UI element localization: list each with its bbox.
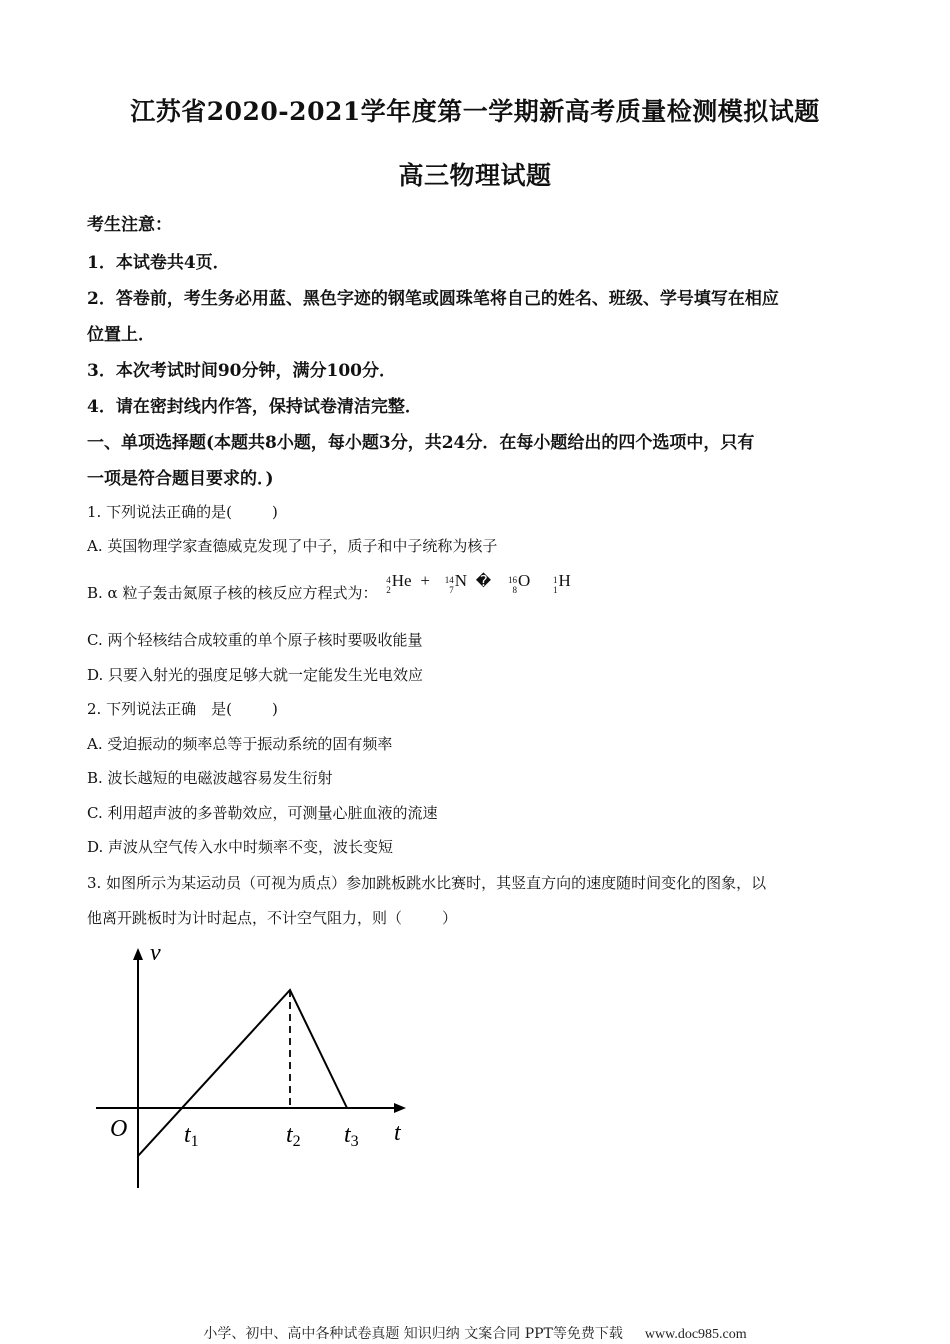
plus-sign: + bbox=[420, 571, 430, 590]
question-1-option-c: C. 两个轻核结合成较重的单个原子核时要吸收能量 bbox=[87, 631, 423, 649]
y-axis-label: v bbox=[150, 940, 161, 966]
arrow-glyph: � bbox=[475, 574, 492, 590]
notice-item-2-cont: 位置上． bbox=[87, 325, 155, 345]
notice-item-3: 3．本次考试时间90分钟，满分100分． bbox=[87, 361, 396, 381]
origin-label: O bbox=[110, 1116, 128, 1142]
t3-label: t3 bbox=[344, 1122, 359, 1150]
question-1-stem bbox=[87, 501, 870, 522]
x-axis-arrow bbox=[394, 1103, 406, 1113]
question-1-option-b bbox=[87, 571, 870, 607]
section-heading-1: 一、单项选择题(本题共8小题，每小题3分，共24分．在每小题给出的四个选项中，只有 bbox=[87, 433, 755, 453]
q3-stem-end: ） bbox=[442, 909, 458, 927]
question-2-option-a: A. 受迫振动的频率总等于振动系统的固有频率 bbox=[87, 735, 393, 753]
q1-b-text: B. α 粒子轰击氮原子核的核反应方程式为： bbox=[87, 584, 378, 602]
section-heading-1-cont: 一项是符合题目要求的．) bbox=[87, 469, 274, 489]
page-subtitle: 高三物理试题 bbox=[398, 161, 552, 190]
q2-stem-text: 2. 下列说法正确 是( bbox=[87, 700, 232, 718]
question-3-stem-cont bbox=[87, 907, 870, 928]
q3-stem-text: 他离开跳板时为计时起点，不计空气阻力，则（ bbox=[87, 909, 403, 927]
question-1-option-d: D. 只要入射光的强度足够大就一定能发生光电效应 bbox=[87, 666, 424, 684]
nuclear-equation bbox=[386, 571, 575, 595]
velocity-time-graph bbox=[88, 940, 428, 1200]
question-2-option-b: B. 波长越短的电磁波越容易发生衍射 bbox=[87, 769, 333, 787]
notice-heading: 考生注意： bbox=[87, 215, 172, 235]
notice-item-4: 4．请在密封线内作答，保持试卷清洁完整． bbox=[87, 397, 422, 417]
footer-url[interactable]: www.doc985.com bbox=[644, 1327, 747, 1342]
helium-nucleus: 4 2 He bbox=[386, 571, 412, 595]
x-axis-label: t bbox=[394, 1120, 401, 1146]
question-2-option-c: C. 利用超声波的多普勒效应，可测量心脏血液的流速 bbox=[87, 804, 438, 822]
page-title: 江苏省2020-2021学年度第一学期新高考质量检测模拟试题 bbox=[130, 97, 820, 126]
nitrogen-nucleus: 14 7 N bbox=[444, 571, 468, 595]
oxygen-nucleus: 16 8 O bbox=[507, 571, 531, 595]
page-footer bbox=[0, 1323, 950, 1343]
footer-text: 小学、初中、高中各种试卷真题 知识归纳 文案合同 PPT等免费下载 bbox=[203, 1326, 623, 1342]
question-2-stem bbox=[87, 698, 870, 719]
t2-label: t2 bbox=[286, 1122, 301, 1150]
velocity-line bbox=[138, 990, 347, 1156]
hydrogen-nucleus: 1 1 H bbox=[553, 571, 571, 595]
notice-item-1: 1．本试卷共4页． bbox=[87, 253, 230, 273]
q2-stem-end: ) bbox=[271, 700, 278, 718]
notice-item-2: 2．答卷前，考生务必用蓝、黑色字迹的钢笔或圆珠笔将自己的姓名、班级、学号填写在相应 bbox=[87, 289, 779, 309]
question-1-option-a: A. 英国物理学家查德威克发现了中子，质子和中子统称为核子 bbox=[87, 537, 498, 555]
y-axis-arrow bbox=[133, 948, 143, 960]
t1-label: t1 bbox=[184, 1122, 199, 1150]
question-2-option-d: D. 声波从空气传入水中时频率不变，波长变短 bbox=[87, 838, 394, 856]
q1-stem-end: ) bbox=[271, 503, 278, 521]
question-3-stem: 3. 如图所示为某运动员（可视为质点）参加跳板跳水比赛时，其竖直方向的速度随时间变化的图象，以 bbox=[87, 874, 767, 892]
q1-stem-text: 1. 下列说法正确的是( bbox=[87, 503, 232, 521]
